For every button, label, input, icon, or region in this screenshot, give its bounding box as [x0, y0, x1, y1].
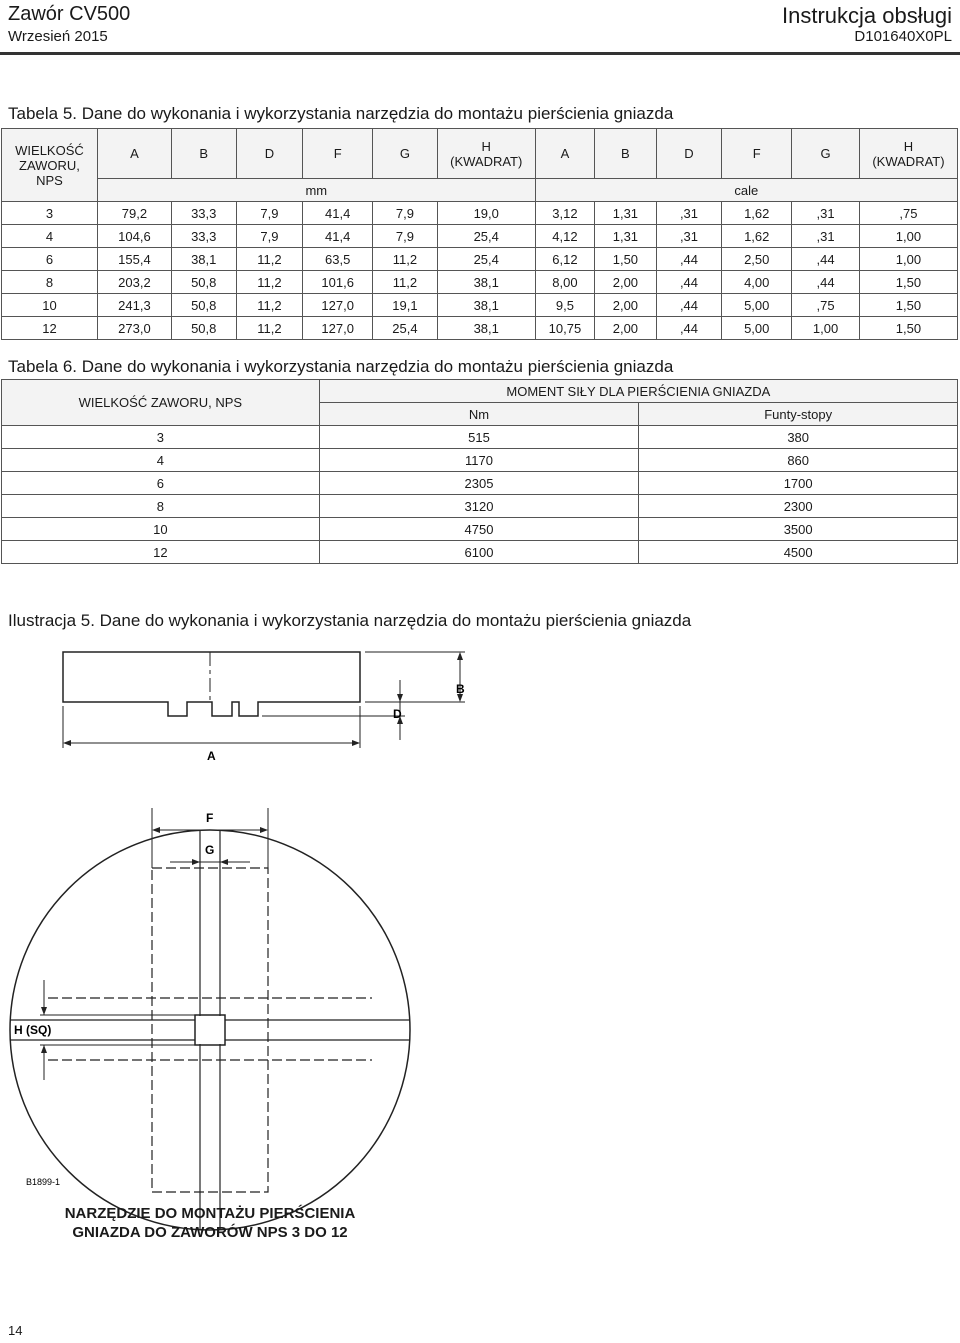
- table-cell: ,44: [656, 294, 722, 317]
- table-row: [2, 472, 958, 495]
- table-cell: 3: [2, 202, 98, 225]
- table-cell: 1,62: [722, 225, 792, 248]
- table-cell: 38,1: [171, 248, 236, 271]
- table-cell: 1,50: [859, 317, 957, 340]
- figure-caption: Ilustracja 5. Dane do wykonania i wykorzystania narzędzia do montażu pierścienia gniazda: [8, 611, 692, 630]
- table5-caption: Tabela 5. Dane do wykonania i wykorzystania narzędzia do montażu pierścienia gniazda: [8, 104, 674, 123]
- label-f: F: [206, 811, 214, 825]
- document-date: Wrzesień 2015: [8, 28, 108, 45]
- table-row: [2, 426, 958, 449]
- table-cell: 1,00: [859, 248, 957, 271]
- table-cell: 4,12: [535, 225, 594, 248]
- table-row: [2, 202, 958, 225]
- table-row: [2, 495, 958, 518]
- table-cell: 11,2: [373, 248, 438, 271]
- table-cell: 50,8: [171, 271, 236, 294]
- table-cell: 7,9: [373, 225, 438, 248]
- table-cell: 3120: [319, 495, 639, 518]
- table-cell: 2,00: [595, 317, 657, 340]
- table-cell: 11,2: [236, 271, 303, 294]
- table-cell: 6: [2, 472, 320, 495]
- table-cell: 3,12: [535, 202, 594, 225]
- label-h-sq: H (SQ): [14, 1023, 52, 1037]
- table-cell: 127,0: [303, 294, 373, 317]
- table-cell: 11,2: [373, 271, 438, 294]
- table5-header-h-in: H (KWADRAT): [859, 129, 957, 179]
- table-cell: 273,0: [97, 317, 171, 340]
- table-cell: 6,12: [535, 248, 594, 271]
- table-row: [2, 248, 958, 271]
- label-d: D: [393, 707, 402, 721]
- table-cell: 19,0: [437, 202, 535, 225]
- table-cell: 50,8: [171, 294, 236, 317]
- table-cell: 1,31: [595, 225, 657, 248]
- label-g: G: [205, 843, 215, 857]
- table-cell: 38,1: [437, 271, 535, 294]
- table5-header-size: WIELKOŚĆ ZAWORU, NPS: [2, 129, 98, 202]
- table-cell: 1,50: [595, 248, 657, 271]
- table-cell: 50,8: [171, 317, 236, 340]
- table-cell: 25,4: [373, 317, 438, 340]
- table-cell: 1,00: [859, 225, 957, 248]
- table5-header-a-mm: A: [97, 129, 171, 179]
- table-cell: ,44: [792, 271, 860, 294]
- table-cell: 2305: [319, 472, 639, 495]
- table-cell: 104,6: [97, 225, 171, 248]
- table-cell: 1,31: [595, 202, 657, 225]
- table-cell: 515: [319, 426, 639, 449]
- table-cell: 203,2: [97, 271, 171, 294]
- table-cell: 41,4: [303, 225, 373, 248]
- manual-title: Instrukcja obsługi: [782, 3, 952, 28]
- table-cell: ,75: [792, 294, 860, 317]
- table-cell: 19,1: [373, 294, 438, 317]
- table-cell: 2300: [639, 495, 958, 518]
- table-row: [2, 271, 958, 294]
- table-cell: 5,00: [722, 317, 792, 340]
- table-cell: 4750: [319, 518, 639, 541]
- table-cell: 101,6: [303, 271, 373, 294]
- table-cell: 4,00: [722, 271, 792, 294]
- table-cell: 4: [2, 449, 320, 472]
- table-cell: 3500: [639, 518, 958, 541]
- table-cell: ,75: [859, 202, 957, 225]
- table-cell: ,31: [656, 225, 722, 248]
- table-cell: 1,62: [722, 202, 792, 225]
- table-row: [2, 449, 958, 472]
- table6-header-size: WIELKOŚĆ ZAWORU, NPS: [2, 380, 320, 426]
- table5-header-b-mm: B: [171, 129, 236, 179]
- table-cell: 33,3: [171, 202, 236, 225]
- table6-header-torque: MOMENT SIŁY DLA PIERŚCIENIA GNIAZDA: [319, 380, 957, 403]
- document-number: D101640X0PL: [854, 28, 952, 45]
- tool-caption: NARZĘDZIE DO MONTAŻU PIERŚCIENIA GNIAZDA DO ZAWORÓW NPS 3 DO 12: [64, 1205, 356, 1241]
- table-cell: 25,4: [437, 225, 535, 248]
- table-cell: 2,50: [722, 248, 792, 271]
- table-cell: ,31: [656, 202, 722, 225]
- table-cell: 11,2: [236, 294, 303, 317]
- document-title: Zawór CV500: [8, 3, 131, 25]
- table-cell: 1,50: [859, 271, 957, 294]
- table-cell: ,44: [656, 317, 722, 340]
- table-cell: 380: [639, 426, 958, 449]
- table-cell: 241,3: [97, 294, 171, 317]
- table-cell: 41,4: [303, 202, 373, 225]
- table5-header-d-in: D: [656, 129, 722, 179]
- table5-header-b-in: B: [595, 129, 657, 179]
- tool-drawing: [0, 640, 960, 1240]
- table-cell: 127,0: [303, 317, 373, 340]
- table5: [1, 128, 958, 340]
- table5-header-f-mm: F: [303, 129, 373, 179]
- label-b: B: [456, 682, 465, 696]
- table-cell: 10,75: [535, 317, 594, 340]
- table-cell: 11,2: [236, 317, 303, 340]
- table-cell: 33,3: [171, 225, 236, 248]
- table6: [1, 379, 958, 564]
- table-cell: 4: [2, 225, 98, 248]
- table-cell: 860: [639, 449, 958, 472]
- table-row: [2, 294, 958, 317]
- label-a: A: [207, 749, 216, 763]
- table5-header-h-mm: H (KWADRAT): [437, 129, 535, 179]
- table-row: [2, 518, 958, 541]
- table-row: [2, 225, 958, 248]
- table-cell: ,31: [792, 225, 860, 248]
- table5-header-g-in: G: [792, 129, 860, 179]
- table-cell: 8: [2, 271, 98, 294]
- table-cell: 9,5: [535, 294, 594, 317]
- table-cell: ,44: [792, 248, 860, 271]
- table-cell: 3: [2, 426, 320, 449]
- table-cell: 1,00: [792, 317, 860, 340]
- table-cell: 8: [2, 495, 320, 518]
- table-cell: 1,50: [859, 294, 957, 317]
- figure-ref-code: B1899-1: [26, 1177, 61, 1187]
- table-cell: ,44: [656, 271, 722, 294]
- table-cell: ,31: [792, 202, 860, 225]
- table6-caption: Tabela 6. Dane do wykonania i wykorzystania narzędzia do montażu pierścienia gniazda: [8, 357, 674, 376]
- table-cell: 6100: [319, 541, 639, 564]
- table-cell: 79,2: [97, 202, 171, 225]
- table-cell: 4500: [639, 541, 958, 564]
- header-divider: [0, 52, 960, 55]
- table5-header-d-mm: D: [236, 129, 303, 179]
- table6-header-ftlb: Funty-stopy: [639, 403, 958, 426]
- table-cell: 1700: [639, 472, 958, 495]
- tool-side-view: [63, 652, 465, 748]
- table-cell: 2,00: [595, 271, 657, 294]
- table-cell: 25,4: [437, 248, 535, 271]
- table-cell: 1170: [319, 449, 639, 472]
- table-cell: ,44: [656, 248, 722, 271]
- table5-header-f-in: F: [722, 129, 792, 179]
- table-row: [2, 541, 958, 564]
- table-cell: 2,00: [595, 294, 657, 317]
- table-cell: 10: [2, 518, 320, 541]
- table5-unit-mm: mm: [97, 179, 535, 202]
- table5-header-a-in: A: [535, 129, 594, 179]
- tool-top-view: [10, 808, 410, 1230]
- table-cell: 63,5: [303, 248, 373, 271]
- page-number: 14: [8, 1323, 23, 1338]
- table-cell: 12: [2, 317, 98, 340]
- table-cell: 11,2: [236, 248, 303, 271]
- table-cell: 6: [2, 248, 98, 271]
- table5-unit-in: cale: [535, 179, 957, 202]
- table-cell: 38,1: [437, 294, 535, 317]
- table6-header-nm: Nm: [319, 403, 639, 426]
- table-cell: 10: [2, 294, 98, 317]
- table-cell: 8,00: [535, 271, 594, 294]
- table-cell: 5,00: [722, 294, 792, 317]
- table-cell: 7,9: [236, 202, 303, 225]
- table-cell: 12: [2, 541, 320, 564]
- table-cell: 38,1: [437, 317, 535, 340]
- table5-header-g-mm: G: [373, 129, 438, 179]
- table-cell: 155,4: [97, 248, 171, 271]
- table-row: [2, 317, 958, 340]
- table-cell: 7,9: [236, 225, 303, 248]
- table-cell: 7,9: [373, 202, 438, 225]
